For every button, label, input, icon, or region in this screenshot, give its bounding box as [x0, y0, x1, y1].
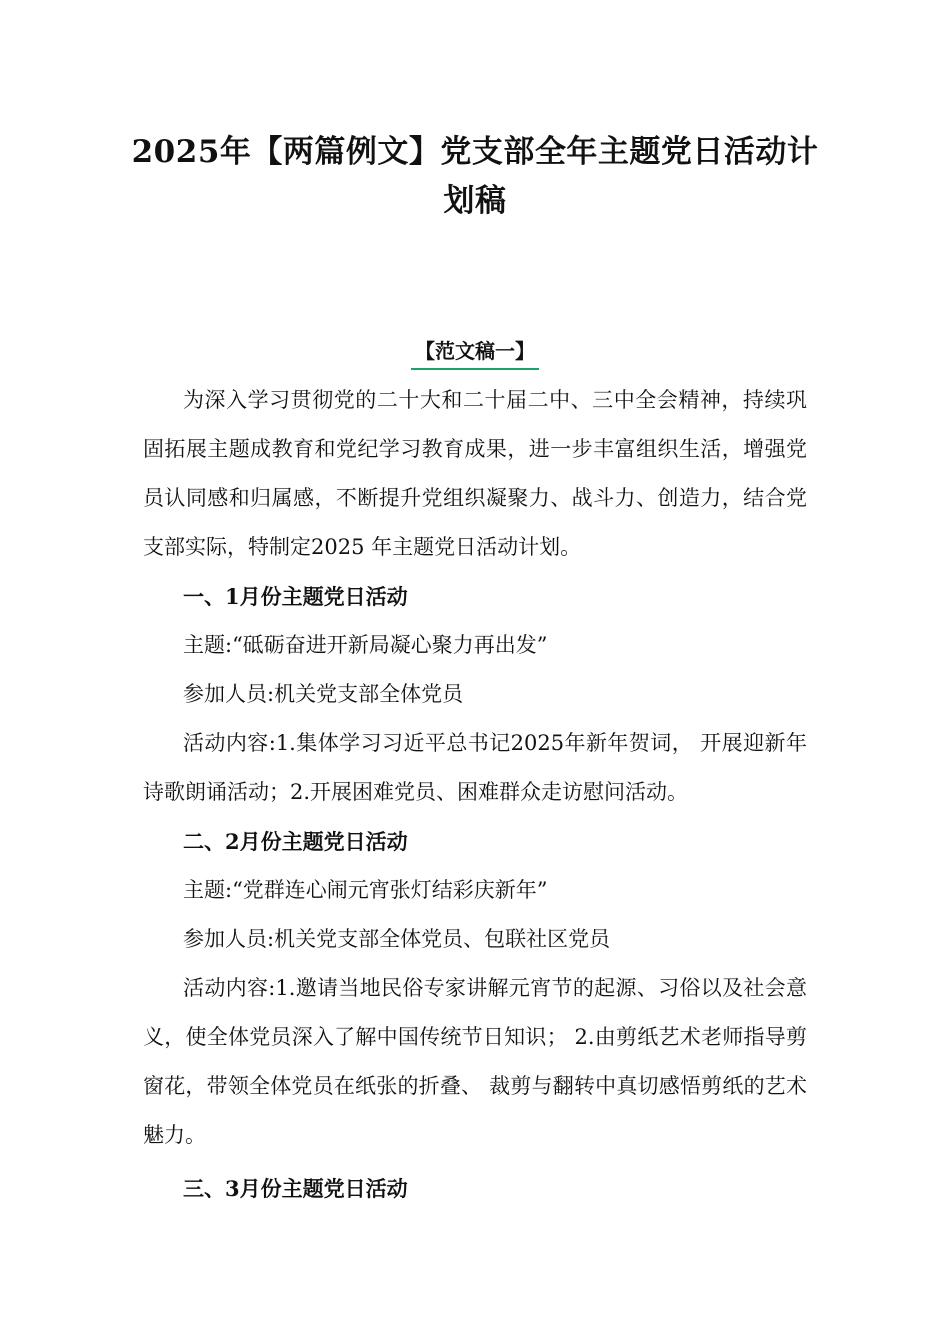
section-participants-february: 参加人员:机关党支部全体党员、包联社区党员	[183, 927, 611, 951]
section-theme-january: 主题:“砥砺奋进开新局凝心聚力再出发”	[183, 633, 548, 657]
section-heading-january: 一、1月份主题党日活动	[183, 584, 408, 609]
section-content-january: 活动内容:1.集体学习习近平总书记2025年新年贺词， 开展迎新年诗歌朗诵活动；2.开展困难党员、困难群众走访慰问活动。	[143, 731, 807, 804]
section-heading-march: 三、3月份主题党日活动	[183, 1176, 408, 1201]
intro-paragraph: 为深入学习贯彻党的二十大和二十届二中、三中全会精神，持续巩固拓展主题成教育和党纪学习教育成果，进一步丰富组织生活，增强党员认同感和归属感，不断提升党组织凝聚力、战斗力、创造力，结合党支部实际，特制定2025 年主题党日活动计划。	[143, 388, 807, 559]
section-theme-february: 主题:“党群连心闹元宵张灯结彩庆新年”	[183, 878, 548, 902]
section-heading-february: 二、2月份主题党日活动	[183, 829, 408, 854]
document-body	[143, 376, 807, 1213]
section-content-february: 活动内容:1.邀请当地民俗专家讲解元宵节的起源、习俗以及社会意义，使全体党员深入了解中国传统节日知识； 2.由剪纸艺术老师指导剪窗花，带领全体党员在纸张的折叠、 裁剪与翻转中真切感悟剪纸的艺术魅力。	[143, 976, 807, 1147]
document-title: 2025年【两篇例文】党支部全年主题党日活动计划稿	[131, 134, 819, 219]
section-label-text: 【范文稿一】	[411, 336, 539, 370]
section-label	[0, 336, 950, 370]
section-participants-january: 参加人员:机关党支部全体党员	[183, 682, 464, 706]
